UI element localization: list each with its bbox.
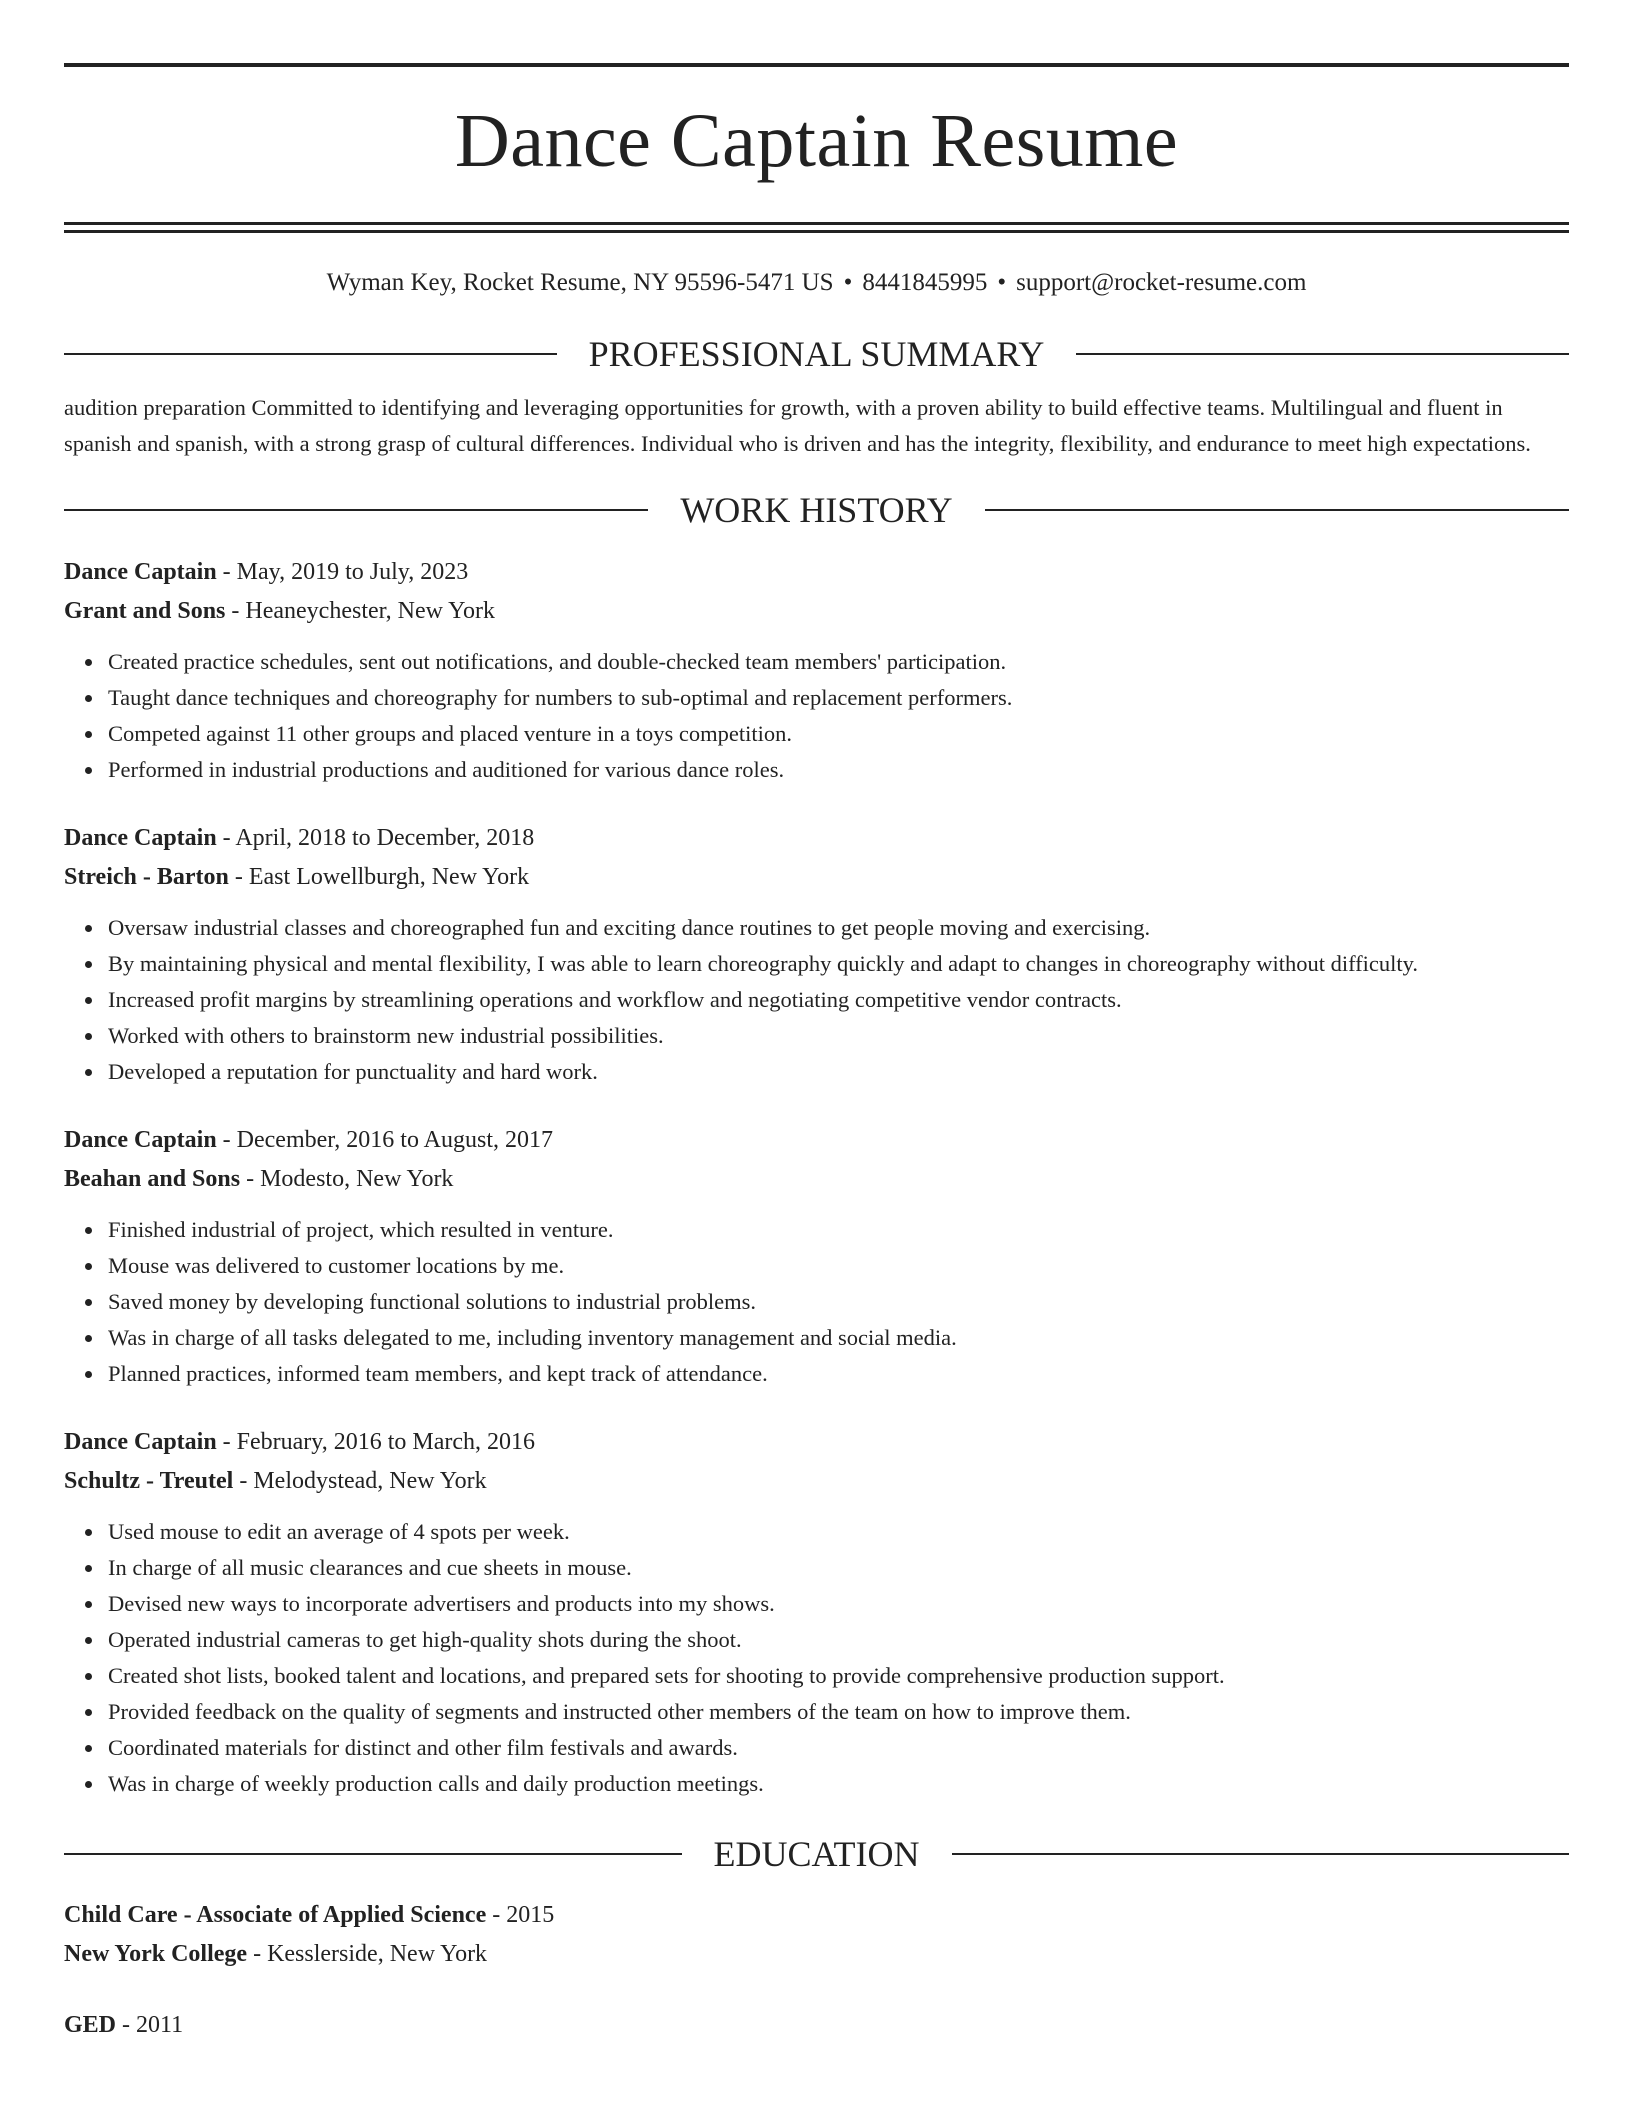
job-dates: - April, 2018 to December, 2018: [222, 825, 535, 851]
bullet-item: [108, 1212, 1569, 1248]
bullet-dot-icon: [85, 1781, 92, 1788]
bullet-dot-icon: [85, 1263, 92, 1270]
education-degree: GED: [64, 2012, 117, 2038]
resume-title: Dance Captain Resume: [454, 99, 1179, 183]
section-title: EDUCATION: [713, 1834, 920, 1874]
bullet-dot-icon: [85, 1371, 92, 1378]
jobs-list: [64, 553, 1569, 1802]
contact-email: support@rocket-resume.com: [1016, 269, 1307, 296]
bullet-text: Was in charge of all tasks delegated to me, including inventory management and social media.: [108, 1325, 957, 1350]
job-dates: - December, 2016 to August, 2017: [222, 1127, 553, 1153]
bullet-dot-icon: [85, 1565, 92, 1572]
bullet-text: Planned practices, informed team members, and kept track of attendance.: [108, 1361, 768, 1386]
resume-page: [64, 63, 1569, 2045]
contact-phone: 8441845995: [862, 269, 988, 296]
section-heading-work-history: [64, 490, 1569, 530]
job-title-line: [64, 819, 1569, 858]
bullet-dot-icon: [85, 659, 92, 666]
bullet-text: Coordinated materials for distinct and other film festivals and awards.: [108, 1735, 738, 1760]
bullet-dot-icon: [85, 731, 92, 738]
job-company: Grant and Sons: [64, 598, 226, 624]
bullet-item: [108, 1284, 1569, 1320]
education-school: New York College: [64, 1941, 248, 1967]
bullet-dot-icon: [85, 1069, 92, 1076]
bullet-item: [108, 946, 1569, 982]
bullet-dot-icon: [85, 961, 92, 968]
job-location: - Melodystead, New York: [239, 1468, 487, 1494]
bullet-item: [108, 1054, 1569, 1090]
bullet-dot-icon: [85, 1529, 92, 1536]
bullet-dot-icon: [85, 925, 92, 932]
education-degree: Child Care - Associate of Applied Science: [64, 1902, 487, 1928]
bullet-text: Created shot lists, booked talent and locations, and prepared sets for shooting to provide comprehensive production support.: [108, 1663, 1225, 1688]
job-location: - East Lowellburgh, New York: [234, 864, 530, 890]
job-entry: [64, 1423, 1569, 1802]
job-company: Schultz - Treutel: [64, 1468, 234, 1494]
bullet-text: Used mouse to edit an average of 4 spots per week.: [108, 1519, 570, 1544]
heading-rule: [985, 509, 1569, 511]
education-year: - 2015: [492, 1902, 555, 1928]
job-location: - Heaneychester, New York: [231, 598, 496, 624]
bullet-text: Devised new ways to incorporate advertisers and products into my shows.: [108, 1591, 775, 1616]
bullet-text: Finished industrial of project, which resulted in venture.: [108, 1217, 614, 1242]
job-company-line: [64, 858, 1569, 897]
section-heading-education: [64, 1834, 1569, 1874]
bullet-text: Oversaw industrial classes and choreographed fun and exciting dance routines to get people moving and exercising.: [108, 915, 1151, 940]
section-heading-summary: [64, 334, 1569, 374]
bullet-text: Was in charge of weekly production calls and daily production meetings.: [108, 1771, 764, 1796]
bullet-item: [108, 1320, 1569, 1356]
bullet-item: [108, 680, 1569, 716]
bullet-text: Saved money by developing functional solutions to industrial problems.: [108, 1289, 757, 1314]
bullet-item: [108, 752, 1569, 788]
contact-separator: •: [997, 269, 1007, 296]
heading-rule: [1076, 353, 1569, 355]
bullet-text: Worked with others to brainstorm new industrial possibilities.: [108, 1023, 664, 1048]
bullet-item: [108, 1694, 1569, 1730]
bullet-text: In charge of all music clearances and cue sheets in mouse.: [108, 1555, 632, 1580]
job-title-line: [64, 1121, 1569, 1160]
job-title: Dance Captain: [64, 1127, 217, 1153]
heading-rule: [64, 353, 557, 355]
job-company: Beahan and Sons: [64, 1166, 241, 1192]
bullet-item: [108, 644, 1569, 680]
bullet-item: [108, 1248, 1569, 1284]
bullet-dot-icon: [85, 695, 92, 702]
bullet-item: [108, 910, 1569, 946]
bullet-item: [108, 1514, 1569, 1550]
education-location: - Kesslerside, New York: [253, 1941, 488, 1967]
section-title: WORK HISTORY: [680, 490, 953, 530]
job-bullets: [64, 1212, 1569, 1392]
job-dates: - February, 2016 to March, 2016: [222, 1429, 536, 1455]
job-title-line: [64, 553, 1569, 592]
summary-text: audition preparation Committed to identifying and leveraging opportunities for growth, with a proven ability to build effective teams. Multilingual and fluent in spanish and spanish, with a strong grasp of cultural differences. Individual who is driven and has the integrity, flexibility, and endurance to meet high expectations.: [64, 395, 1531, 456]
job-entry: [64, 819, 1569, 1090]
job-company-line: [64, 1160, 1569, 1199]
job-location: - Modesto, New York: [246, 1166, 454, 1192]
heading-rule: [64, 1853, 682, 1855]
bullet-text: Developed a reputation for punctuality and hard work.: [108, 1059, 598, 1084]
bullet-item: [108, 1550, 1569, 1586]
job-company-line: [64, 592, 1569, 631]
education-entry: [64, 2006, 1569, 2045]
education-year: - 2011: [122, 2012, 184, 2038]
bullet-dot-icon: [85, 1745, 92, 1752]
bullet-text: Performed in industrial productions and auditioned for various dance roles.: [108, 757, 785, 782]
bullet-text: Taught dance techniques and choreography for numbers to sub-optimal and replacement performers.: [108, 685, 1013, 710]
education-entry: [64, 1896, 1569, 1974]
contact-line: [64, 265, 1569, 301]
bullet-text: Increased profit margins by streamlining operations and workflow and negotiating competitive vendor contracts.: [108, 987, 1122, 1012]
job-entry: [64, 553, 1569, 788]
bullet-dot-icon: [85, 1709, 92, 1716]
education-degree-line: [64, 2006, 1569, 2045]
contact-separator: •: [843, 269, 853, 296]
contact-address: Wyman Key, Rocket Resume, NY 95596-5471 US: [326, 269, 834, 296]
bullet-dot-icon: [85, 997, 92, 1004]
bullet-text: Mouse was delivered to customer locations by me.: [108, 1253, 565, 1278]
job-title: Dance Captain: [64, 825, 217, 851]
heading-rule: [64, 509, 648, 511]
bullet-text: Provided feedback on the quality of segments and instructed other members of the team on how to improve them.: [108, 1699, 1131, 1724]
bullet-item: [108, 1730, 1569, 1766]
bullet-text: Competed against 11 other groups and placed venture in a toys competition.: [108, 721, 792, 746]
job-title: Dance Captain: [64, 1429, 217, 1455]
bullet-item: [108, 1356, 1569, 1392]
bullet-text: By maintaining physical and mental flexibility, I was able to learn choreography quickly and adapt to changes in choreography without difficulty.: [108, 951, 1419, 976]
bullet-item: [108, 1622, 1569, 1658]
bullet-text: Created practice schedules, sent out notifications, and double-checked team members' participation.: [108, 649, 1007, 674]
bullet-item: [108, 716, 1569, 752]
bullet-text: Operated industrial cameras to get high-quality shots during the shoot.: [108, 1627, 742, 1652]
education-degree-line: [64, 1896, 1569, 1935]
bullet-dot-icon: [85, 1673, 92, 1680]
bullet-dot-icon: [85, 1033, 92, 1040]
bullet-item: [108, 1018, 1569, 1054]
bullet-dot-icon: [85, 1227, 92, 1234]
job-company: Streich - Barton: [64, 864, 229, 890]
bullet-dot-icon: [85, 767, 92, 774]
bullet-item: [108, 1658, 1569, 1694]
section-title: PROFESSIONAL SUMMARY: [588, 334, 1045, 374]
title-double-rule: [64, 222, 1569, 233]
job-entry: [64, 1121, 1569, 1392]
bullet-item: [108, 1586, 1569, 1622]
bullet-dot-icon: [85, 1335, 92, 1342]
job-bullets: [64, 1514, 1569, 1802]
education-school-line: [64, 1935, 1569, 1974]
bullet-dot-icon: [85, 1637, 92, 1644]
bullet-item: [108, 1766, 1569, 1802]
job-dates: - May, 2019 to July, 2023: [222, 559, 469, 585]
bullet-dot-icon: [85, 1601, 92, 1608]
bullet-item: [108, 982, 1569, 1018]
job-title-line: [64, 1423, 1569, 1462]
job-bullets: [64, 644, 1569, 788]
bullet-dot-icon: [85, 1299, 92, 1306]
job-bullets: [64, 910, 1569, 1090]
heading-rule: [952, 1853, 1570, 1855]
job-company-line: [64, 1462, 1569, 1501]
job-title: Dance Captain: [64, 559, 217, 585]
